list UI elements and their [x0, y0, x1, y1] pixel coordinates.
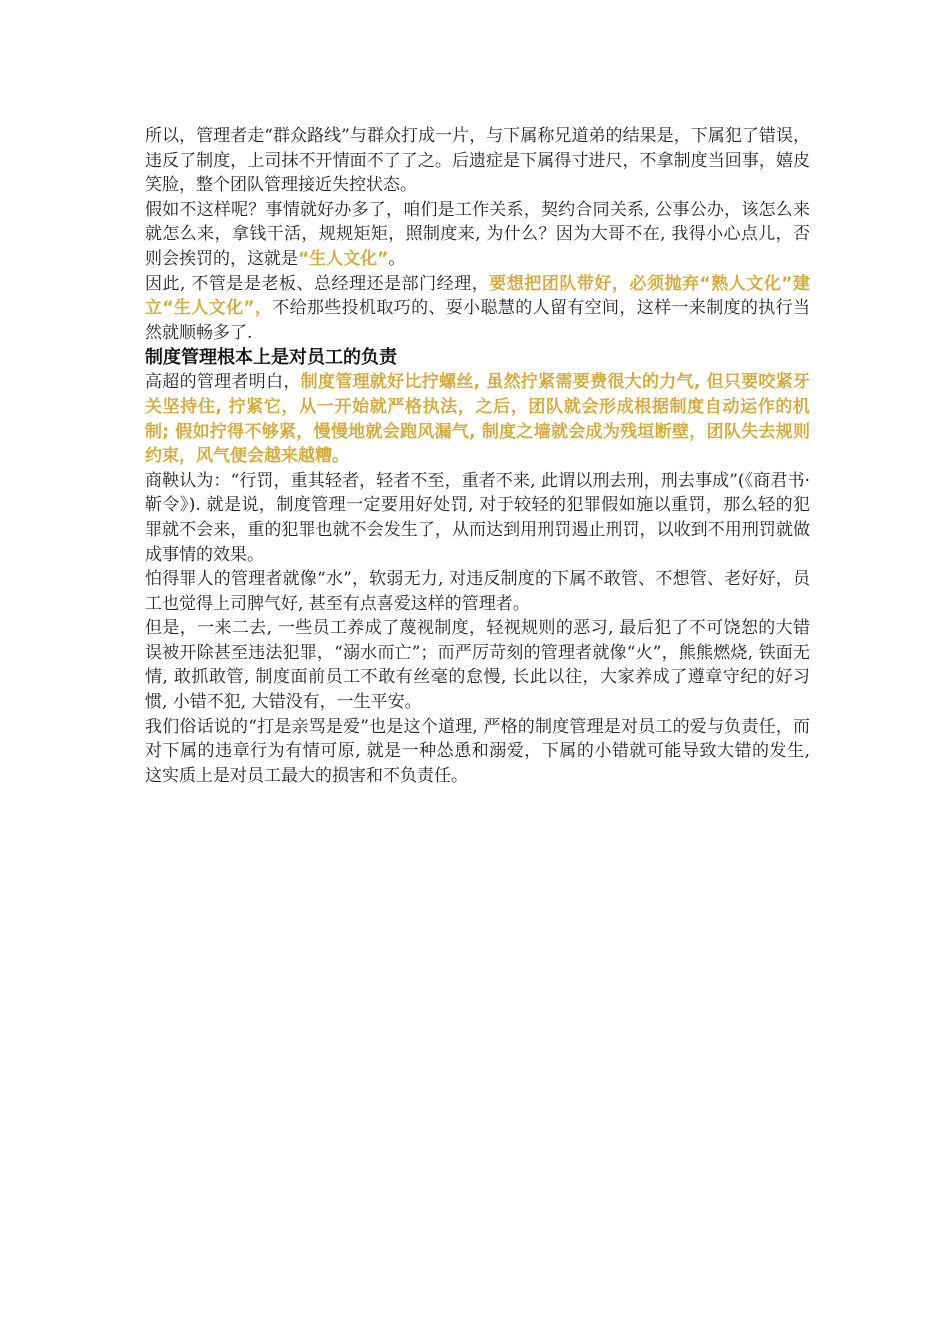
paragraph-3-highlight: 要想把团队带好，必须抛弃“熟人文化”建立“生人文化”， [145, 273, 810, 319]
paragraph-2-end: 。 [388, 248, 406, 269]
paragraph-4 [145, 370, 810, 468]
paragraph-4-text: 高超的管理者明白， [145, 372, 301, 393]
paragraph-3 [145, 272, 810, 346]
paragraph-3-end: 不给那些投机取巧的、耍小聪慧的人留有空间，这样一来制度的执行当然就顺畅多了. [145, 298, 810, 343]
paragraph-2-highlight: “生人文化” [298, 248, 389, 269]
paragraph-7: 但是，一来二去, 一些员工养成了蔑视制度，轻视规则的恶习, 最后犯了不可饶恕的大错误被开除甚至违法犯罪，“溺水而亡”；而严厉苛刻的管理者就像“火”，熊熊燃烧, 铁面无情, 敢抓敢管, 制度面前员工不敢有丝毫的怠慢, 长此以往，大家养成了遵章守纪的好习惯, 小错不犯, 大错没有，一生平安。 [145, 618, 810, 713]
paragraph-5: 商鞅认为：“行罚，重其轻者，轻者不至，重者不来, 此谓以刑去刑，刑去事成”(《商君书·靳令》). 就是说，制度管理一定要用好处罚, 对于较轻的犯罪假如施以重罚，那么轻的犯罪就不会来，重的犯罪也就不会发生了，从而达到用刑罚遏止刑罚，以收到不用刑罚就做成事情的效果。 [145, 470, 810, 565]
paragraph-1: 所以，管理者走“群众路线”与群众打成一片，与下属称兄道弟的结果是，下属犯了错误，违反了制度，上司抹不开情面不了了之。后遗症是下属得寸进尺，不拿制度当回事，嬉皮笑脸，整个团队管理接近失控状态。 [145, 126, 810, 196]
paragraph-8: 我们俗话说的“打是亲骂是爱”也是这个道理, 严格的制度管理是对员工的爱与负责任，而对下属的违章行为有情可原, 就是一种怂恿和溺爱，下属的小错就可能导致大错的发生, 这实质上是对员工最大的损害和不负责任。 [145, 716, 810, 786]
paragraph-6: 怕得罪人的管理者就像“水”，软弱无力, 对违反制度的下属不敢管、不想管、老好好，员工也觉得上司脾气好, 甚至有点喜爱这样的管理者。 [145, 569, 810, 614]
section-heading: 制度管理根本上是对员工的负责 [145, 347, 397, 369]
paragraph-2 [145, 198, 810, 272]
paragraph-2-text: 假如不这样呢？事情就好办多了，咱们是工作关系，契约合同关系, 公事公办，该怎么来就怎么来，拿钱干活，规规矩矩，照制度来, 为什么？因为大哥不在, 我得小心点儿，否则会挨罚的，这就是 [145, 199, 810, 269]
paragraph-4-highlight: 制度管理就好比拧螺丝, 虽然拧紧需要费很大的力气, 但只要咬紧牙关坚持住, 拧紧它，从一开始就严格执法，之后，团队就会形成根据制度自动运作的机制; 假如拧得不够紧，慢慢地就会跑风漏气, 制度之墙就会成为残垣断壁，团队失去规则约束，风气便会越来越糟。 [145, 372, 810, 467]
paragraph-3-text: 因此, 不管是是老板、总经理还是部门经理， [145, 273, 490, 294]
article-body [145, 124, 810, 788]
